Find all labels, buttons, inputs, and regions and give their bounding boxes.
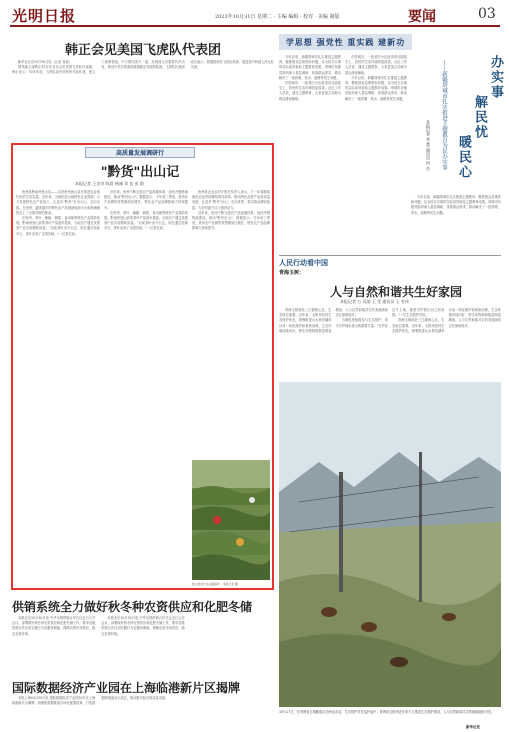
vertical-title-1: 办实事	[488, 55, 503, 100]
feature-byline: 本报记者 王克奇 陈晨 杨谨 章 伍 张 路	[75, 181, 144, 186]
tea-photo-caption: 独山县农户在采摘茶叶。本报记者 摄	[192, 582, 238, 586]
vertical-title-3: 暖民心	[456, 135, 471, 180]
qinghai-photo-caption: 10月17日，在青海省玉树藏族自治州治多县，生态管护员在巡护途中。青海省玉树州近年来大力推进生态保护建设，人与自然和谐共生的画面随处可见。	[279, 710, 495, 714]
section-name: 要闻	[408, 9, 436, 25]
supply-paragraph: 本报北京10月30日电 中华全国供销合作总社近日召开会议，部署做好秋冬种农资供应和化肥冬储工作，要求各级供销合作社切实履行为农服务职能，保障农资市场供应，稳定农资价格。	[101, 616, 185, 636]
sidebar-paragraph: 今年以来，新疆塔城市扎实推进主题教育，聚焦群众急难愁盼问题，以为民办实事的实际成效检验主题教育成果。塔城市各级党组织深入基层调研，找准群众需求，推动解决了一批供暖、供水、道路等民生问题。	[345, 75, 407, 101]
feature-headline: "黔货"出山记	[100, 165, 180, 180]
tea-picking-photo	[192, 460, 270, 580]
feature-column-3	[192, 190, 270, 460]
photo-credit: 新华社发	[466, 725, 480, 729]
sidebar-column-3	[411, 195, 501, 250]
sidebar-paragraph: 今年以来，新疆塔城市扎实推进主题教育，聚焦群众急难愁盼问题，以为民办实事的实际成效检验主题教育成果。塔城市各级党组织深入基层调研，找准群众需求，推动解决了一批供暖、供水、道路等民生问题。	[279, 55, 341, 80]
section-divider	[279, 255, 501, 256]
sidebar-column-2	[345, 55, 407, 250]
data-park-paragraph: 本报上海10月30日电 国际数据经济产业园30日在上海临港新片区揭牌，将聚焦数据要素市场化配置改革，打造数据跨境流动示范区，推动数字经济高质量发展。	[12, 696, 169, 706]
campaign-banner: 学思想 强党性 重实践 建新功	[279, 34, 412, 50]
data-park-story-body	[12, 696, 274, 728]
data-park-headline: 国际数据经济产业园在上海临港新片区揭牌	[12, 681, 241, 695]
location-label: 青海玉树：	[279, 270, 305, 276]
vertical-title-2: 解民忧	[472, 95, 487, 140]
qinghai-headline: 人与自然和谐共生好家园	[330, 285, 463, 299]
qinghai-landscape-image	[279, 382, 501, 707]
page-number: 03	[478, 6, 496, 22]
feature-paragraph: 近年来，贵州不断完善农产品流通体系，加快冷链物流建设，推动"黔货出山"。数据显示，今年前三季度，贵州农产品网络零售额同比增长，特色农产品品牌影响力持续提升。	[104, 190, 188, 210]
column-tag: 人民行动看中国	[279, 259, 328, 267]
sidebar-paragraph: 今年以来，新疆塔城市扎实推进主题教育，聚焦群众急难愁盼问题，以为民办实事的实际成效检验主题教育成果。塔城市各级党组织深入基层调研，找准群众需求，推动解决了一批供暖、供水、道路等民生问题。	[411, 195, 501, 215]
supply-paragraph: 本报北京10月30日电 中华全国供销合作总社近日召开会议，部署做好秋冬种农资供应和化肥冬储工作，要求各级供销合作社切实履行为农服务职能，保障农资市场供应，稳定农资价格。	[12, 616, 96, 636]
feature-column-2	[104, 190, 188, 585]
qinghai-wildlife-photo	[279, 382, 501, 707]
vertical-subtitle: ——新疆塔城市扎实推进主题教育为民办实事	[441, 60, 447, 170]
lead-dateline: 新华社北京10月30日电（记者 刘欢）	[18, 60, 72, 64]
feature-paragraph: 贵州省农业农村厅相关负责人表示，下一步将继续深化农业供给侧结构性改革，推动特色优势产业高质量发展，让更多"黔货"出山、走向世界，带动群众增收致富，为乡村振兴注入强劲动力。	[192, 190, 270, 210]
feature-paragraph: 在贵州，茶叶、辣椒、刺梨、食用菌等特色产业蓬勃发展。黔南州独山县的茶叶产量逐年提高，当地农户通过发展茶产业实现增收致富。"以前茶叶卖不出去，现在通过电商平台，茶叶卖到了全国各地。"一位茶农说。	[16, 216, 100, 236]
feature-column-1	[16, 190, 100, 585]
lead-headline: 韩正会见美国飞虎队代表团	[64, 43, 221, 58]
feature-kicker: 高质量发展调研行	[85, 147, 195, 158]
qinghai-paragraph: 当地牧民积极参与生态管护，成为守护绿水青山的重要力量。"守护好这片土地，就是守护我们自己的家园。"一位生态管护员说。	[335, 308, 445, 328]
feature-paragraph: 近年来，贵州不断完善农产品流通体系，加快冷链物流建设，推动"黔货出山"。数据显示，今年前三季度，贵州农产品网络零售额同比增长，特色农产品品牌影响力持续提升。	[192, 210, 270, 231]
newspaper-logo: 光明日报	[12, 7, 77, 25]
tea-field-image	[192, 460, 270, 580]
masthead-date-line: 2023年10月31日 星期二 · 主编 编辑 · 校对 · 美编 制版	[215, 14, 340, 20]
qinghai-paragraph: 青海玉树地处三江源核心区，生态地位重要。近年来，玉树州坚持生态保护优先，统筹推进山水林田湖草沙冰一体化保护和系统治理，生态环境持续向好，野生动物种群数量明显增加，人与自然和谐共生的美丽画卷正在徐徐展开。	[392, 308, 501, 333]
sidebar-paragraph: 在塔城市，一批老旧小区改造项目陆续完工，居民的生活环境明显改善。社区工作人员说，通过主题教育，大家更加主动地为群众排忧解难。	[279, 81, 341, 101]
qinghai-story-body	[279, 308, 501, 378]
supply-story-body	[12, 616, 274, 674]
vertical-byline: 本报记者 李 慧 通讯员 何 杰	[426, 120, 431, 171]
lead-story-body	[12, 60, 274, 140]
sidebar-paragraph: 在塔城市，一批老旧小区改造项目陆续完工，居民的生活环境明显改善。社区工作人员说，通过主题教育，大家更加主动地为群众排忧解难。	[345, 55, 407, 75]
sidebar-column-1	[279, 55, 341, 250]
supply-headline: 供销系统全力做好秋冬种农资供应和化肥冬储	[12, 600, 253, 614]
lead-paragraph: 国家副主席韩正30日在北京会见美国飞虎队代表团。韩正表示，70多年前，飞虎队同中国军民并肩作战，建立了深厚情谊。中方愿同美方一道，从两国元首重要共识出发，推动中美关系重回健康稳定发展的轨道。飞虎队代表团成员表示，愿继续讲好飞虎队故事，促进美中两国人民友好交流。	[12, 60, 274, 75]
feature-paragraph: 贵州省黔南州独山县——这是贵州独山县在推进农业现代化的生动实践。近年来，当地依托山地特色农业资源，大力发展特色农产品加工，让更多"黔货"走出大山、走向全国。在贵州，越来越多的特色农产品借助电商平台和物流网络走上了全国各地的餐桌。	[16, 190, 100, 215]
qinghai-byline: 本报记者 万 玛加 王 莹 通讯员 王 有伟	[340, 299, 409, 304]
feature-paragraph: 在贵州，茶叶、辣椒、刺梨、食用菌等特色产业蓬勃发展。黔南州独山县的茶叶产量逐年提高，当地农户通过发展茶产业实现增收致富。"以前茶叶卖不出去，现在通过电商平台，茶叶卖到了全国各地。"一位茶农说。	[104, 210, 188, 231]
qinghai-paragraph: 青海玉树地处三江源核心区，生态地位重要。近年来，玉树州坚持生态保护优先，统筹推进山水林田湖草沙冰一体化保护和系统治理，生态环境持续向好，野生动物种群数量明显增加，人与自然和谐共生的美丽画卷正在徐徐展开。	[279, 308, 388, 333]
